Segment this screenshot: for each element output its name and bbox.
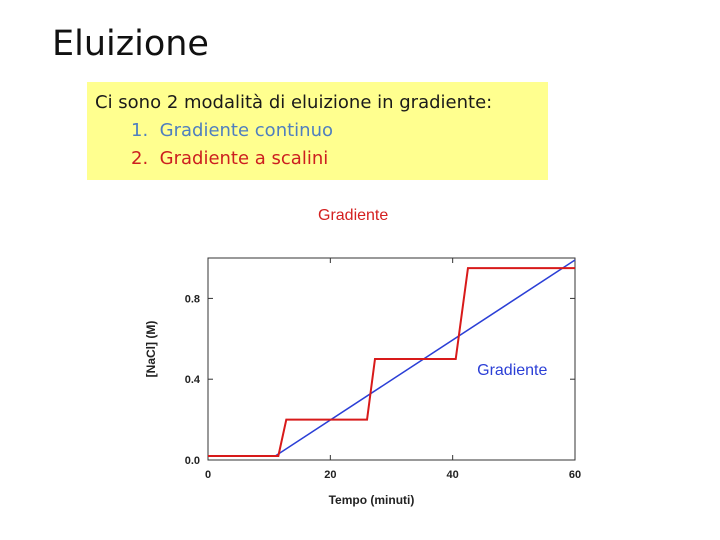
list-item-continuous [131,120,333,141]
list-item-text: Gradiente a scalini [159,148,329,169]
x-tick-label: 60 [568,469,582,481]
x-axis-label: Tempo (minuti) [328,493,415,507]
info-box [87,82,548,180]
y-tick-label: 0.0 [184,455,200,467]
series-line-continuous [275,260,575,456]
plot-area [144,258,581,507]
list-item-number: 2. [131,148,149,169]
x-tick-label: 40 [446,469,459,481]
series-annotation: Gradiente [477,362,548,380]
chart-title: Gradiente [318,207,389,224]
slide-title: Eluizione [52,24,209,64]
y-tick-label: 0.8 [184,293,200,306]
info-box-intro: Ci sono 2 modalità di eluizione in gradiente: [95,92,493,113]
list-item-number: 1. [131,120,149,141]
list-item-text: Gradiente continuo [159,120,333,141]
y-tick-label: 0.4 [184,374,200,387]
x-tick-label: 0 [204,469,212,481]
list-item-stepwise [131,148,328,169]
x-tick-label: 20 [324,469,337,481]
y-axis-label: [NaCl] (M) [144,320,158,378]
gradient-chart [140,240,590,512]
